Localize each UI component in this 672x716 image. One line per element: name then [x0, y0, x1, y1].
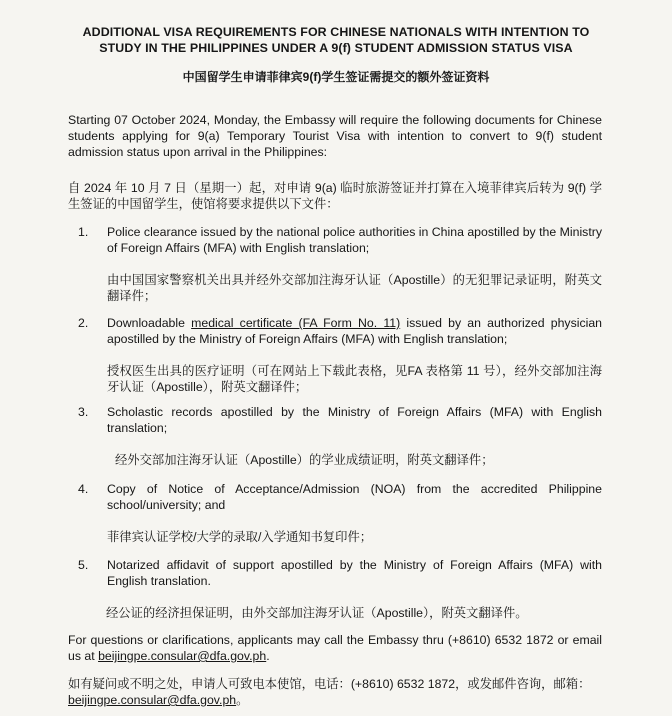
item-text-chinese: 菲律宾认证学校/大学的录取/入学通知书复印件； — [107, 530, 373, 544]
item-number: 5. — [78, 558, 89, 572]
item-text-chinese: 授权医生出具的医疗证明（可在网站上下载此表格，见FA 表格第 11 号），经外交部加注海牙认证（Apostille），附英文翻译件； — [107, 364, 602, 394]
item-text-english: Notarized affidavit of support apostilled by the Ministry of Foreign Affairs (MFA) with English translation. — [107, 558, 602, 588]
contact-english — [68, 632, 602, 664]
item-text-chinese: 经公证的经济担保证明，由外交部加注海牙认证（Apostille），附英文翻译件。 — [106, 606, 528, 620]
title-line-1: ADDITIONAL VISA REQUIREMENTS FOR CHINESE NATIONALS WITH INTENTION TO — [82, 25, 590, 39]
requirement-item-2 — [78, 315, 602, 395]
requirement-item-1 — [78, 224, 602, 304]
title-line-2: STUDY IN THE PHILIPPINES UNDER A 9(f) STUDENT ADMISSION STATUS VISA — [99, 41, 573, 55]
contact-text: For questions or clarifications, applicants may call the Embassy thru (+8610) 6532 1872 or email us at — [68, 633, 602, 663]
item-text-chinese: 由中国国家警察机关出具并经外交部加注海牙认证（Apostille）的无犯罪记录证明，附英文翻译件； — [107, 273, 602, 303]
item-text-post: issued by an authorized physician apostilled by the Ministry of Foreign Affairs (MFA) with English translation; — [107, 316, 603, 346]
intro-english: Starting 07 October 2024, Monday, the Embassy will require the following documents for Chinese students applying for 9(a) Temporary Tourist Visa with intention to convert to 9(f) student admission status upon arrival in the Philippines: — [68, 113, 602, 159]
requirement-item-5 — [78, 557, 602, 621]
document-title — [40, 24, 632, 56]
item-number: 4. — [78, 482, 89, 496]
requirement-item-4 — [78, 481, 602, 545]
requirement-item-3 — [78, 404, 602, 468]
contact-chinese — [68, 676, 602, 708]
contact-text: 如有疑问或不明之处，申请人可致电本使馆，电话：(+8610) 6532 1872，或发邮件咨询，邮箱： — [68, 677, 591, 691]
item-text-english: Copy of Notice of Acceptance/Admission (NOA) from the accredited Philippine school/university; and — [107, 482, 602, 512]
item-text-chinese: 经外交部加注海牙认证（Apostille）的学业成绩证明，附英文翻译件； — [115, 453, 494, 467]
item-text-pre: Downloadable — [107, 316, 192, 330]
document-subtitle-chinese: 中国留学生申请菲律宾9(f)学生签证需提交的额外签证资料 — [182, 70, 490, 84]
item-text-english — [107, 315, 602, 347]
item-number: 3. — [78, 405, 89, 419]
contact-text-end: . — [266, 649, 270, 663]
email-link[interactable]: beijingpe.consular@dfa.gov.ph — [98, 649, 267, 663]
item-number: 1. — [78, 225, 89, 239]
item-text-english: Police clearance issued by the national police authorities in China apostilled by the Ministry of Foreign Affairs (MFA) with English translation; — [107, 225, 602, 255]
intro-chinese: 自 2024 年 10 月 7 日（星期一）起，对申请 9(a) 临时旅游签证并打算在入境菲律宾后转为 9(f) 学生签证的中国留学生，使馆将要求提供以下文件： — [68, 181, 602, 211]
item-text-english: Scholastic records apostilled by the Ministry of Foreign Affairs (MFA) with English translation; — [107, 405, 602, 435]
contact-text-end: 。 — [236, 693, 249, 707]
medical-certificate-link[interactable]: medical certificate (FA Form No. 11) — [191, 316, 401, 330]
email-link[interactable]: beijingpe.consular@dfa.gov.ph — [68, 693, 237, 707]
item-number: 2. — [78, 316, 89, 330]
